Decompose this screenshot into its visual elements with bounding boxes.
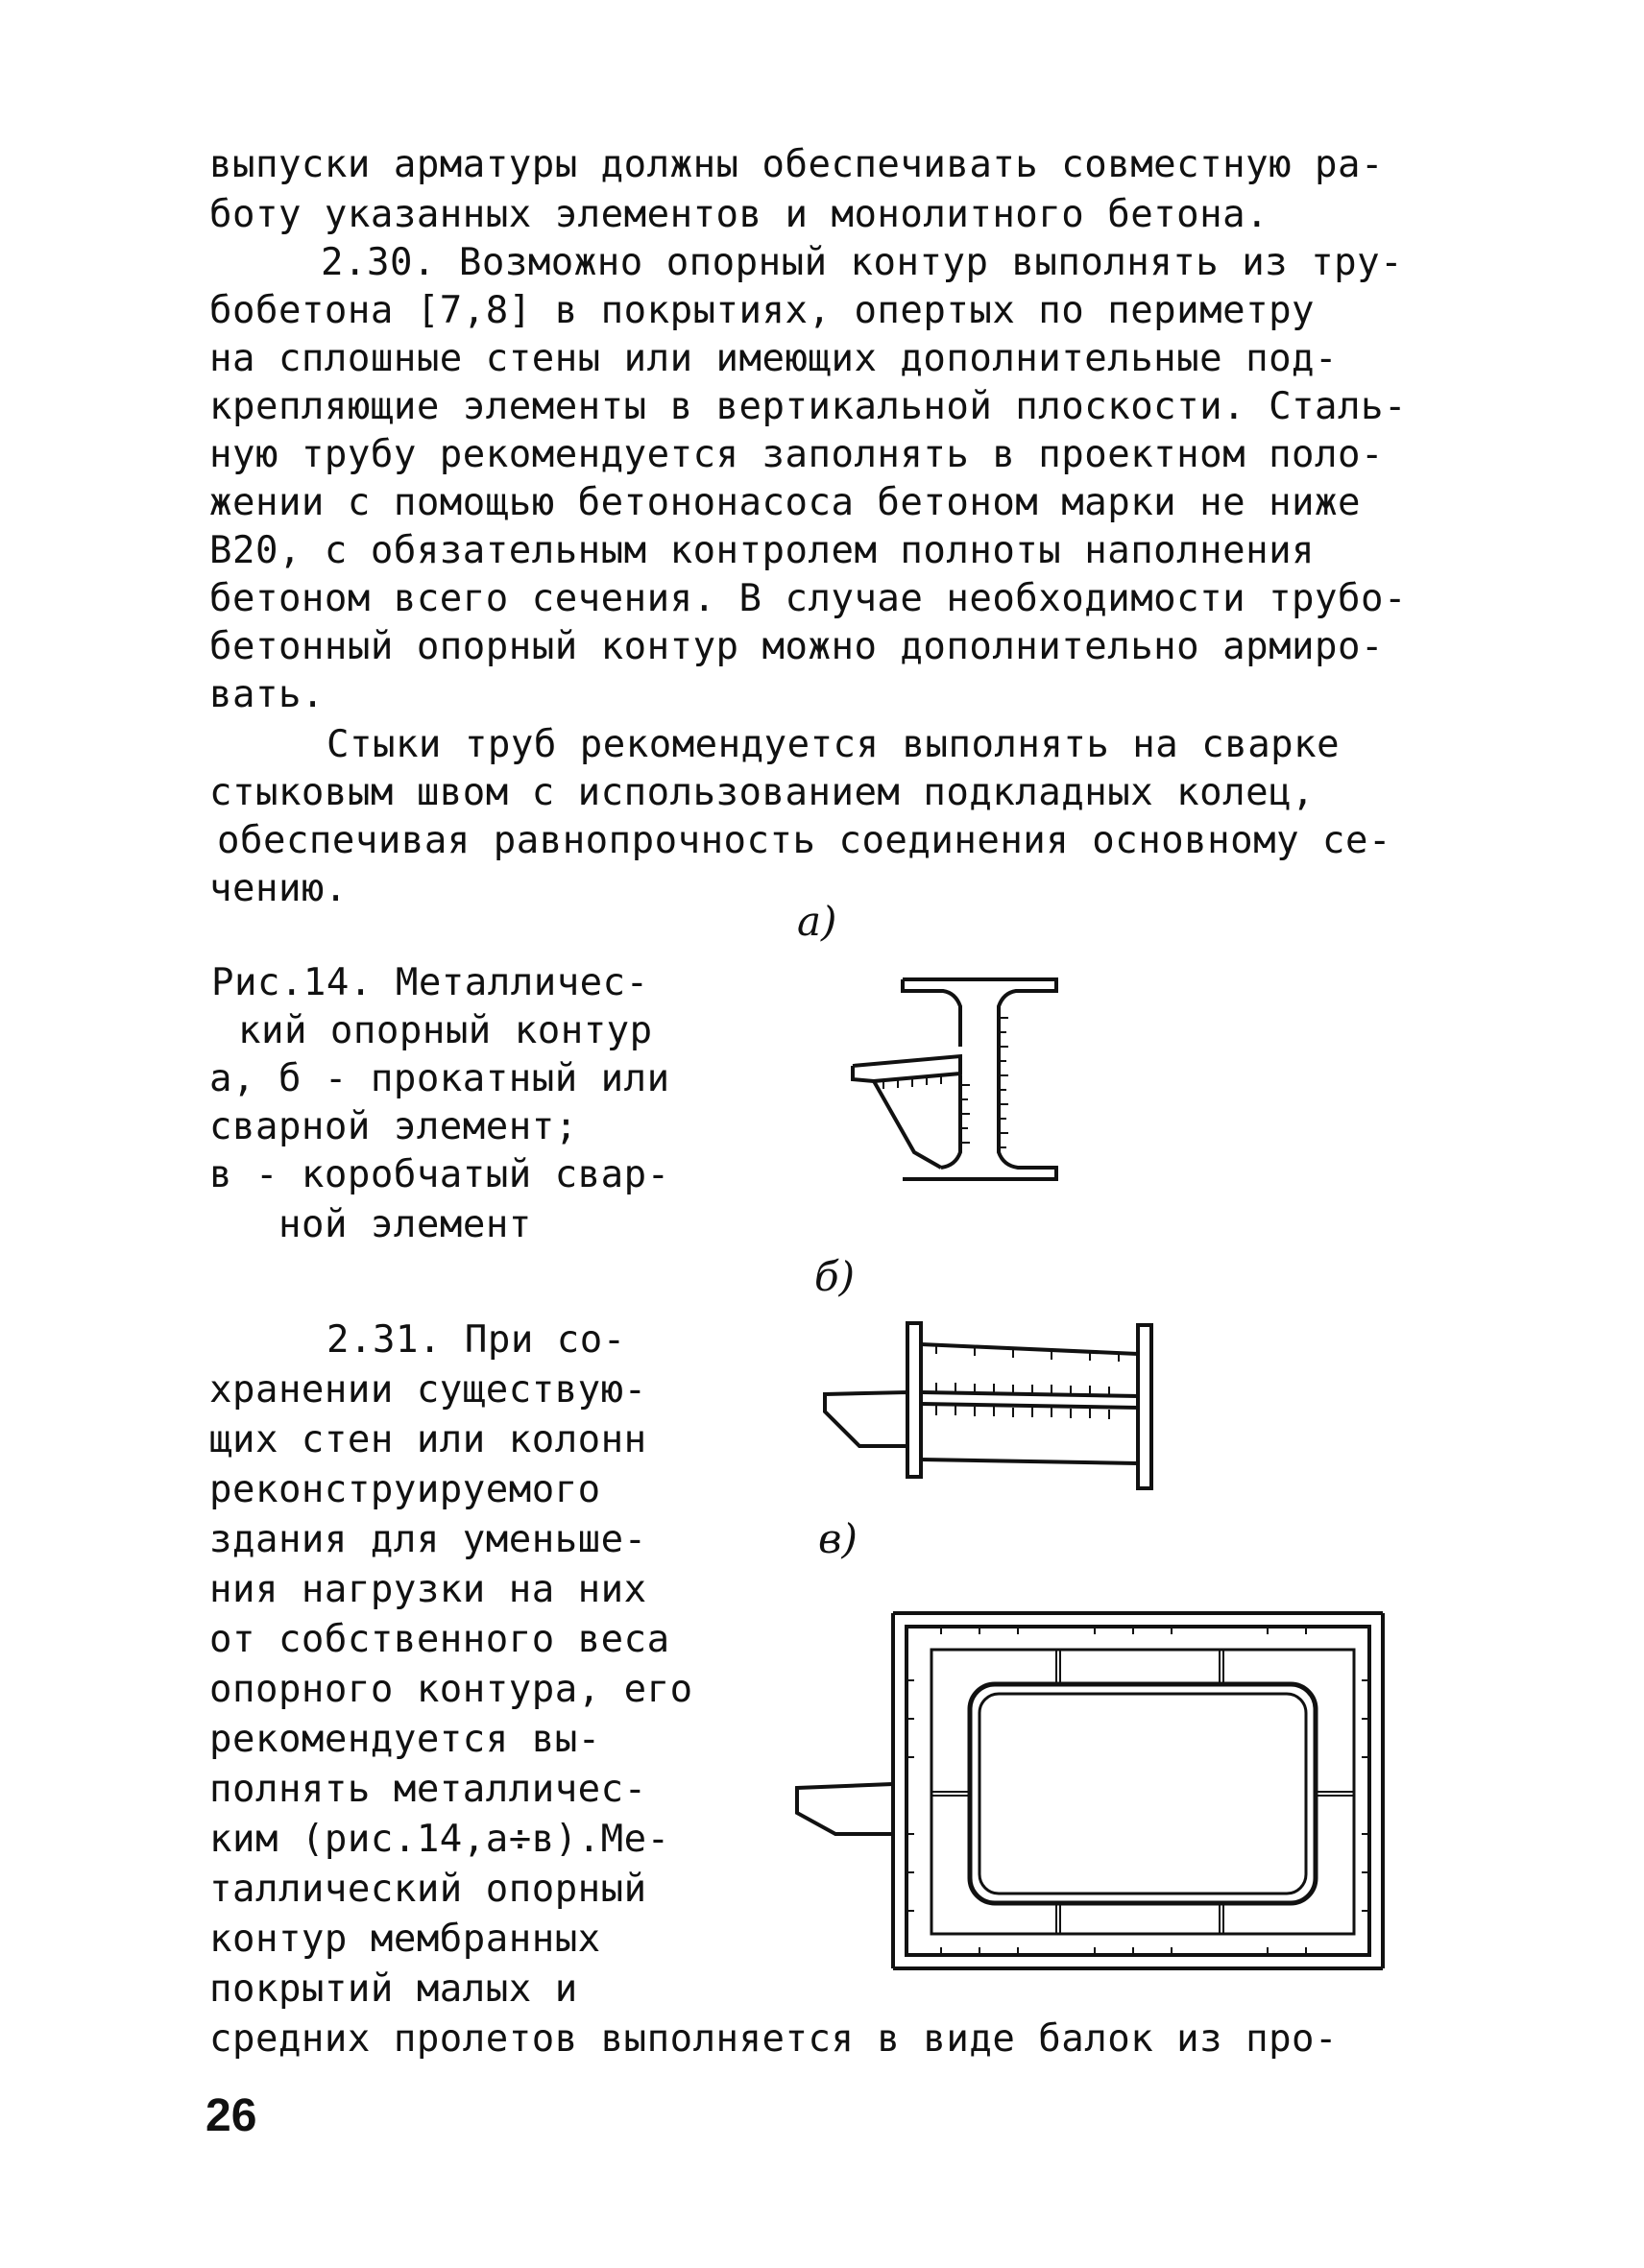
- text-line: от собственного веса: [209, 1618, 670, 1661]
- figure-a-rolled-element: [845, 960, 1076, 1191]
- text-line: на сплошные стены или имеющих дополнительные под-: [209, 337, 1339, 380]
- figure-caption-line: Рис.14. Металличес-: [211, 961, 649, 1004]
- text-line: боту указанных элементов и монолитного бетона.: [209, 193, 1269, 236]
- text-line: опорного контура, его: [209, 1668, 693, 1711]
- page-number: 26: [206, 2090, 257, 2141]
- text-line: В20, с обязательным контролем полноты наполнения: [209, 529, 1316, 572]
- text-line: обеспечивая равнопрочность соединения основному се-: [217, 819, 1391, 862]
- text-line: ную трубу рекомендуется заполнять в проектном поло-: [209, 433, 1384, 476]
- figure-v-box-welded-element: [787, 1604, 1402, 1978]
- section-2-31-heading-line: 2.31. При со-: [326, 1318, 626, 1362]
- text-line: бобетона [7,8] в покрытиях, опертых по периметру: [209, 289, 1316, 332]
- figure-label-a: а): [797, 898, 837, 945]
- text-line: выпуски арматуры должны обеспечивать совместную ра-: [209, 143, 1384, 186]
- text-line: крепляющие элементы в вертикальной плоскости. Сталь-: [209, 385, 1407, 428]
- text-line: рекомендуется вы-: [209, 1718, 601, 1761]
- text-line: контур мембранных: [209, 1918, 601, 1961]
- text-line: покрытий малых и: [209, 1967, 578, 2011]
- figure-caption-line: а, б - прокатный или: [209, 1057, 670, 1100]
- text-line: вать.: [209, 673, 325, 716]
- text-line: Стыки труб рекомендуется выполнять на сварке: [326, 723, 1341, 766]
- text-line: чению.: [209, 867, 348, 910]
- text-line: ким (рис.14,а÷в).Ме-: [209, 1818, 670, 1861]
- text-line: бетоном всего сечения. В случае необходимости трубо-: [209, 577, 1407, 620]
- text-line: хранении существую-: [209, 1368, 647, 1411]
- text-line: щих стен или колонн: [209, 1418, 647, 1461]
- text-line: жении с помощью бетононасоса бетоном марки не ниже: [209, 481, 1361, 524]
- section-2-30-heading-line: 2.30. Возможно опорный контур выполнять из тру-: [321, 241, 1404, 284]
- figure-b-welded-element: [821, 1315, 1167, 1498]
- figure-caption-line: в - коробчатый свар-: [209, 1153, 670, 1196]
- text-line: ния нагрузки на них: [209, 1568, 647, 1611]
- text-line: стыковым швом с использованием подкладных колец,: [209, 771, 1316, 814]
- text-line: таллический опорный: [209, 1868, 647, 1911]
- figure-caption-line: кий опорный контур: [238, 1009, 653, 1052]
- figure-label-b: б): [814, 1253, 856, 1300]
- text-line: средних пролетов выполняется в виде балок из про-: [209, 2017, 1339, 2061]
- figure-caption-line: ной элемент: [278, 1203, 532, 1246]
- figure-caption-line: сварной элемент;: [209, 1105, 578, 1148]
- text-line: бетонный опорный контур можно дополнительно армиро-: [209, 625, 1384, 668]
- text-line: реконструируемого: [209, 1468, 601, 1511]
- text-line: полнять металличес-: [209, 1768, 647, 1811]
- figure-label-v: в): [818, 1515, 858, 1562]
- text-line: здания для уменьше-: [209, 1518, 647, 1561]
